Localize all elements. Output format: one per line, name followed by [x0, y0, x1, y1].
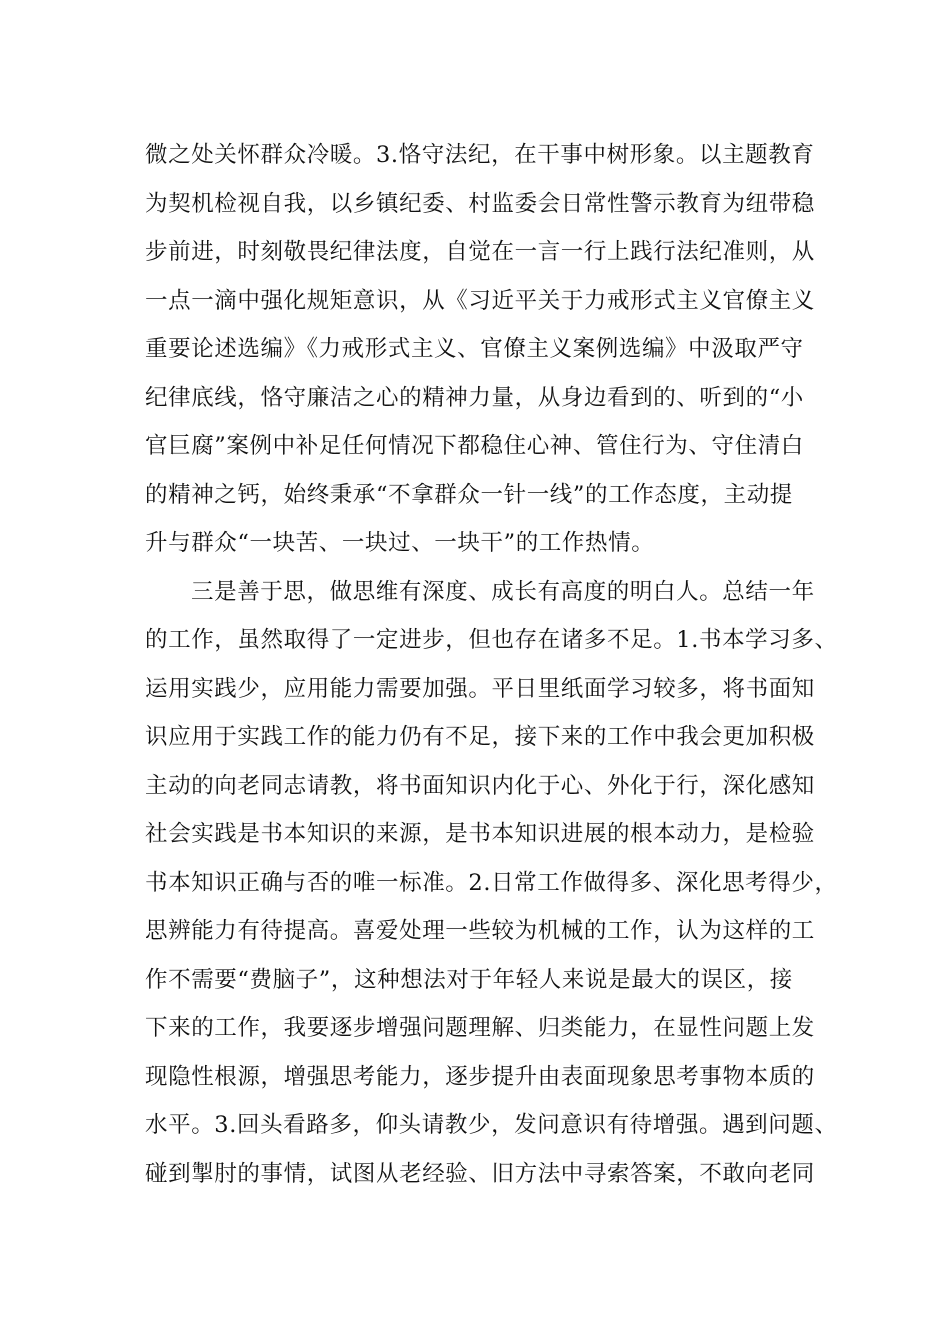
text-line: 下来的工作，我要逐步增强问题理解、归类能力，在显性问题上发 — [145, 1015, 815, 1041]
text-line: 现隐性根源，增强思考能力，逐步提升由表面现象思考事物本质的 — [145, 1063, 815, 1090]
text-line: 运用实践少，应用能力需要加强。平日里纸面学习较多，将书面知 — [145, 675, 815, 702]
text-line: 重要论述选编》《力戒形式主义、官僚主义案例选编》中汲取严守 — [145, 336, 804, 362]
text-line: 纪律底线，恪守廉洁之心的精神力量，从身边看到的、听到的“小 — [145, 384, 804, 411]
text-line: 碰到掣肘的事情，试图从老经验、旧方法中寻索答案，不敢向老同 — [145, 1160, 815, 1187]
text-line: 主动的向老同志请教，将书面知识内化于心、外化于行，深化感知 — [145, 772, 815, 799]
text-line: 为契机检视自我，以乡镇纪委、村监委会日常性警示教育为纽带稳 — [145, 190, 815, 217]
text-line: 的精神之钙，始终秉承“不拿群众一针一线”的工作态度，主动提 — [145, 481, 793, 508]
paragraph-start-line: 三是善于思，做思维有深度、成长有高度的明白人。总结一年 — [191, 578, 815, 605]
text-line: 微之处关怀群众冷暖。3.恪守法纪，在干事中树形象。以主题教育 — [145, 142, 815, 168]
text-line: 社会实践是书本知识的来源，是书本知识进展的根本动力，是检验 — [145, 821, 815, 847]
text-line: 升与群众“一块苦、一块过、一块干”的工作热情。 — [145, 530, 655, 556]
body-text — [145, 131, 838, 1198]
text-line: 水平。3.回头看路多，仰头请教少，发问意识有待增强。遇到问题、 — [145, 1112, 838, 1138]
text-line: 步前进，时刻敬畏纪律法度，自觉在一言一行上践行法纪准则，从 — [145, 239, 815, 265]
text-line: 一点一滴中强化规矩意识，从《习近平关于力戒形式主义官僚主义 — [145, 287, 815, 314]
text-line: 作不需要“费脑子”，这种想法对于年轻人来说是最大的误区，接 — [145, 966, 793, 993]
text-line: 思辨能力有待提高。喜爱处理一些较为机械的工作，认为这样的工 — [145, 918, 815, 944]
text-line: 的工作，虽然取得了一定进步，但也存在诸多不足。1.书本学习多、 — [145, 627, 838, 653]
text-line: 识应用于实践工作的能力仍有不足，接下来的工作中我会更加积极 — [145, 724, 815, 750]
text-line: 官巨腐”案例中补足任何情况下都稳住心神、管住行为、守住清白 — [145, 433, 804, 459]
text-line: 书本知识正确与否的唯一标准。2.日常工作做得多、深化思考得少， — [145, 869, 838, 896]
